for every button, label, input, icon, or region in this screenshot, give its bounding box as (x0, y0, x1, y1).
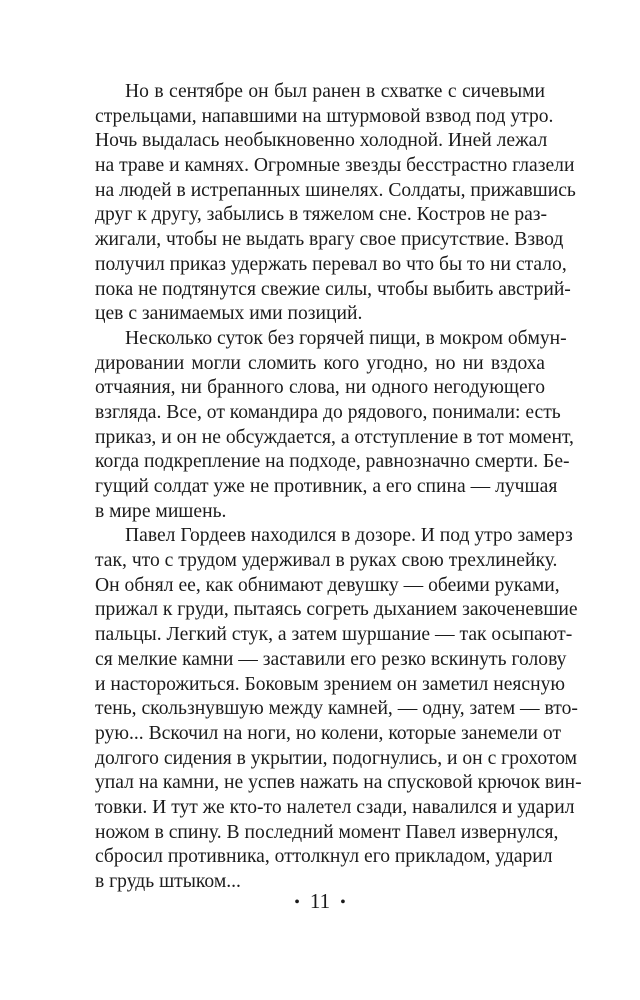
text-line: сбросил противника, оттолкнул его прикладом, ударил (95, 846, 553, 868)
paragraph (95, 80, 576, 327)
text-line: друг к другу, забылись в тяжелом сне. Костров не раз- (95, 204, 548, 226)
text-line: долгого сидения в укрытии, подогнулись, и он с грохотом (95, 747, 578, 769)
text-line: дировании могли сломить кого угодно, но ни вздоха (95, 352, 545, 374)
text-line: получил приказ удержать перевал во что бы то ни стало, (95, 253, 567, 275)
text-line: товки. И тут же кто-то налетел сзади, навалился и ударил (95, 796, 575, 818)
text-line: на траве и камнях. Огромные звезды бесстрастно глазели (95, 155, 575, 177)
text-line: упал на камни, не успев нажать на спусковой крючок вин- (95, 772, 582, 794)
text-line: приказ, и он не обсуждается, а отступление в тот момент, (95, 426, 574, 448)
text-line: в грудь штыком... (95, 871, 241, 892)
paragraph (95, 327, 574, 525)
text-line: тень, скользнувшую между камней, — одну, затем — вто- (95, 698, 578, 720)
text-line: отчаяния, ни бранного слова, ни одного негодующего (95, 377, 545, 399)
text-line: Павел Гордеев находился в дозоре. И под утро замерз (125, 525, 573, 547)
text-line: стрельцами, напавшими на штурмовой взвод под утро. (95, 105, 554, 127)
text-line: когда подкрепление на подходе, равнозначно смерти. Бе- (95, 451, 570, 473)
text-line: Ночь выдалась необыкновенно холодной. Иней лежал (95, 130, 548, 152)
text-line: на людей в истрепанных шинелях. Солдаты, прижавшись (95, 179, 576, 201)
text-line: в мире мишень. (95, 500, 227, 522)
text-line: ся мелкие камни — заставили его резко вскинуть голову (95, 648, 567, 670)
text-line: пальцы. Легкий стук, а затем шуршание — так осыпают- (95, 624, 573, 646)
page-number: 11 (309, 889, 331, 913)
text-line: Но в сентябре он был ранен в схватке с сичевыми (125, 81, 545, 102)
text-line: рую... Вскочил на ноги, но колени, которые занемели от (95, 722, 562, 744)
text-line: пока не подтянутся свежие силы, чтобы выбить австрий- (95, 278, 571, 300)
text-line: цев с занимаемых ими позиций. (95, 303, 363, 325)
bullet-right: • (340, 894, 346, 911)
text-line: ножом в спину. В последний момент Павел извернулся, (95, 821, 559, 843)
text-line: так, что с трудом удерживал в руках свою трехлинейку. (95, 550, 558, 572)
body-text (95, 80, 582, 895)
text-line: Он обнял ее, как обнимают девушку — обеими руками, (95, 574, 560, 596)
text-line: взгляда. Все, от командира до рядового, понимали: есть (95, 401, 561, 423)
text-line: прижал к груди, пытаясь согреть дыханием закоченевшие (95, 599, 578, 621)
page-number-footer (0, 886, 640, 916)
text-line: Несколько суток без горячей пищи, в мокром обмун- (125, 327, 567, 349)
text-line: и насторожиться. Боковым зрением он заметил неясную (95, 673, 566, 695)
text-line: жигали, чтобы не выдать врагу свое присутствие. Взвод (95, 229, 564, 251)
paragraph (95, 524, 582, 894)
text-line: гущий солдат уже не противник, а его спина — лучшая (95, 476, 558, 497)
bullet-left: • (294, 894, 300, 911)
